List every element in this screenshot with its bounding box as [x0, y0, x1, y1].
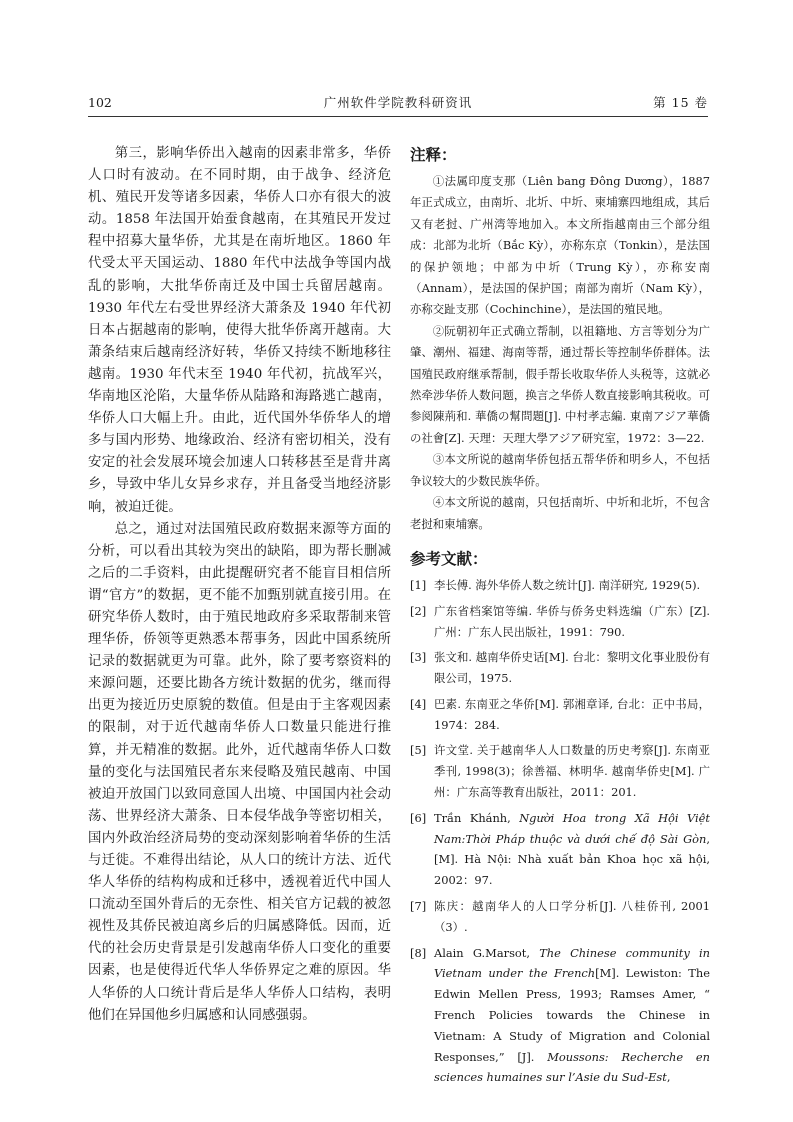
journal-title: 广州软件学院教科研资讯: [323, 95, 473, 110]
reference-item: [410, 575, 710, 596]
reference-text: 陈庆：越南华人的人口学分析[J]. 八桂侨刊, 2001（3）.: [434, 899, 710, 934]
body-paragraph: 第三，影响华侨出入越南的因素非常多，华侨人口时有波动。在不同时期，由于战争、经济危机、殖民开发等诸多因素，华侨人口亦有很大的波动。1858 年法国开始蚕食越南，在其殖民开发过程中招募大量华侨，尤其是在南圻地区。1860 年代受太平天国运动、1880 年代中法战争等国内战乱的影响，大批华侨南迁及中国士兵留居越南。1930 年代左右受世界经济大萧条及 1940 年代初日本占据越南的影响，使得大批华侨离开越南。大萧条结束后越南经济好转，华侨又持续不断地移往越南。1930 年代末至 1940 年代初，抗战军兴，华南地区沦陷，大量华侨从陆路和海路逃亡越南，华侨人口大幅上升。由此，近代国外华侨华人的增多与国内形势、地缘政治、经济有密切相关，没有安定的社会发展环境会加速人口转移甚至是背井离乡，导致中华儿女异乡求存，并且备受当地经济影响，被迫迁徙。: [88, 146, 391, 515]
reference-publication: , [M]. Hà Nội: Nhà xuất bản Khoa học xã hội, 2002：97.: [434, 831, 710, 888]
reference-item: [410, 896, 710, 938]
body-text-column: [88, 143, 391, 1027]
reference-trailing: ,: [666, 1070, 671, 1085]
reference-number: [6]: [410, 810, 427, 825]
note-item: ③本文所说的越南华侨包括五帮华侨和明乡人，不包括争议较大的少数民族华侨。: [410, 452, 710, 488]
reference-author: Alain G.Marsot,: [434, 945, 540, 960]
references-heading: 参考文献：: [410, 549, 488, 568]
reference-item: [410, 808, 710, 891]
body-paragraph: 总之，通过对法国殖民政府数据来源等方面的分析，可以看出其较为突出的缺陷，即为帮长删减之后的二手资料，由此提醒研究者不能盲目相信所谓“官方”的数据，更不能不加甄别就直接引用。在研究华侨人数时，由于殖民地政府多采取帮制来管理华侨，侨领等更熟悉本帮事务，因此中国系统所记录的数据就更为可靠。此外，除了要考察资料的来源问题，还要比勘各方统计数据的优劣，继而得出更为接近历史原貌的数值。但是由于主客观因素的限制，对于近代越南华侨人口数量只能进行推算，并无精准的数据。此外，近代越南华侨人口数量的变化与法国殖民者东来侵略及殖民越南、中国被迫开放国门以致同意国人出境、中国国内社会动荡、世界经济大萧条、日本侵华战争等密切相关，国内外政治经济局势的变动深刻影响着华侨的生活与迁徙。不难得出结论，从人口的统计方法、近代华人华侨的结构构成和迁移中，透视着近代中国人口流动至国外背后的无奈性、相关官方记载的被忽视性及其侨民被迫离乡后的归属感降低。因而，近代的社会历史背景是引发越南华侨人口变化的重要因素，也是使得近代华人华侨界定之难的原因。华人华侨的人口统计背后是华人华侨人口结构，表明他们在异国他乡归属感和认同感强弱。: [88, 521, 391, 1023]
reference-item: [410, 694, 710, 736]
reference-number: [4]: [410, 696, 427, 711]
reference-number: [3]: [410, 650, 427, 665]
reference-item: [410, 647, 710, 689]
reference-number: [1]: [410, 577, 427, 592]
reference-item: [410, 601, 710, 643]
reference-number: [5]: [410, 743, 427, 758]
volume-label: 第 15 卷: [653, 95, 708, 110]
reference-title: Người Hoa trong Xã Hội Việt Nam:Thời Pháp thuộc và dưới chế độ Sài Gòn: [434, 810, 710, 846]
reference-text: 巴素. 东南亚之华侨[M]. 郭湘章译, 台北：正中书局，1974：284.: [434, 696, 710, 732]
reference-number: [2]: [410, 603, 427, 618]
reference-item: [410, 943, 710, 1089]
page-header: [88, 92, 708, 114]
page-number: 102: [88, 95, 112, 110]
note-item: ①法属印度支那（Liên bang Đông Dương），1887 年正式成立，由南圻、北圻、中圻、柬埔寨四地组成，其后又有老挝、广州湾等地加入。本文所指越南由三个部分组成：北部为北圻（Bắc Kỳ），亦称东京（Tonkin），是法国的保护领地；中部为中圻（Trung Kỳ），亦称安南（Annam），是法国的保护国；南部为南圻（Nam Kỳ），亦称交趾支那（Cochinchine），是法国的殖民地。: [410, 174, 710, 317]
reference-text: 许文堂. 关于越南华人人口数量的历史考察[J]. 东南亚季刊, 1998(3)；徐善福、林明华. 越南华侨史[M]. 广州：广东高等教育出版社，2011：201.: [434, 743, 710, 800]
reference-author: Trần Khánh,: [434, 810, 520, 825]
reference-publication: [M]. Lewiston: The Edwin Mellen Press, 1993; Ramses Amer, “ French Policies towards the Chinese in Vietnam: A Study of Migration and Colonial Responses,” [J].: [434, 966, 710, 1064]
references-list: [410, 575, 710, 1088]
reference-number: [7]: [410, 899, 427, 914]
notes-heading: 注释：: [410, 146, 457, 164]
reference-text: [434, 808, 710, 891]
reference-text: [434, 943, 710, 1089]
note-item: ④本文所说的越南，只包括南圻、中圻和北圻，不包含老挝和柬埔寨。: [410, 495, 710, 531]
reference-text: 张文和. 越南华侨史话[M]. 台北：黎明文化事业股份有限公司，1975.: [434, 650, 710, 686]
reference-item: [410, 740, 710, 802]
reference-title: The Chinese community in Vietnam under the French: [434, 945, 710, 981]
reference-journal: Moussons: Recherche en sciences humaines sur l’Asie du Sud-Est: [434, 1049, 711, 1085]
reference-text: 李长傅. 海外华侨人数之统计[J]. 南洋研究, 1929(5).: [434, 577, 701, 592]
notes-list: [410, 171, 710, 535]
note-item: ②阮朝初年正式确立帮制，以祖籍地、方言等划分为广肇、潮州、福建、海南等帮，通过帮长等控制华侨群体。法国殖民政府继承帮制，假手帮长收取华侨人头税等，这就必然牵涉华侨人数问题，换言之华侨人数直接影响其税收。可参阅陳荊和. 華僑の幫問題[J]. 中村孝志編. 東南アジア華僑の社會[Z]. 天理：天理大學アジア研究室，1972：3—22.: [410, 323, 710, 445]
header-rule: [88, 116, 708, 117]
reference-number: [8]: [410, 945, 427, 960]
notes-references-column: [410, 143, 710, 1093]
reference-text: 广东省档案馆等编. 华侨与侨务史料选编（广东）[Z]. 广州：广东人民出版社，1991：790.: [434, 603, 710, 639]
